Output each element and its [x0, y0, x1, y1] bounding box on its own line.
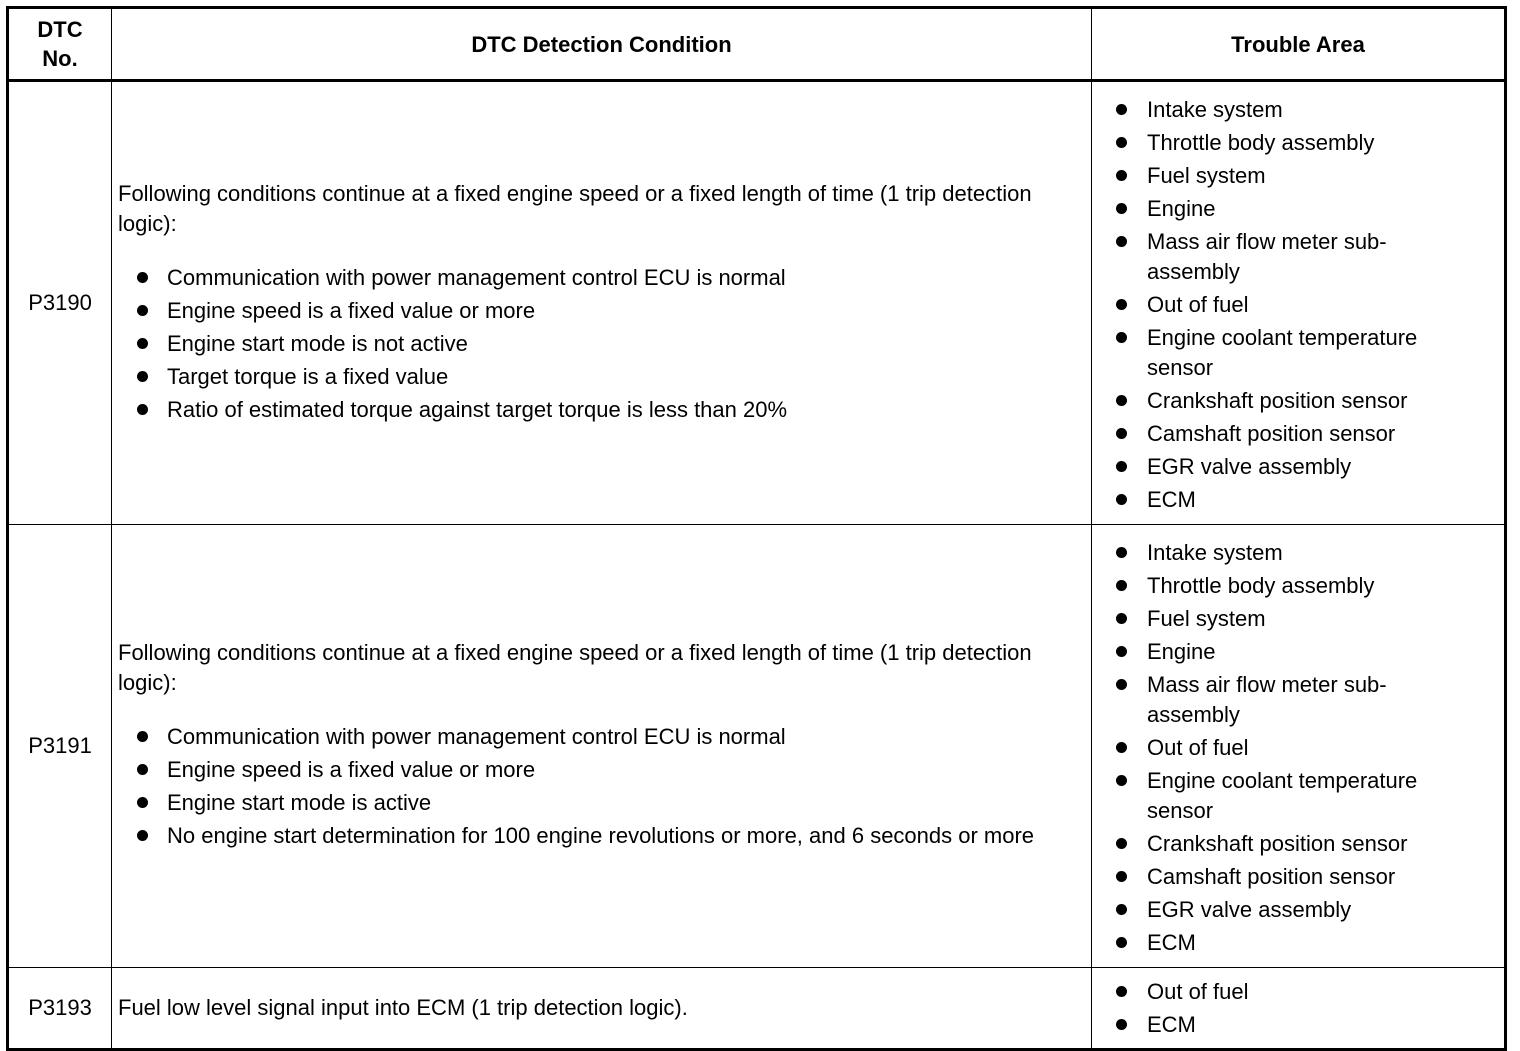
trouble-area-item: Engine coolant temperature sensor	[1092, 323, 1498, 383]
trouble-area-cell	[1092, 81, 1506, 525]
trouble-area-item: ECM	[1092, 1010, 1498, 1040]
trouble-area-list	[1092, 538, 1498, 958]
condition-item: Engine speed is a fixed value or more	[118, 755, 1085, 785]
table-row	[8, 968, 1506, 1050]
header-dtc-no: DTC No.	[8, 8, 112, 81]
table-row	[8, 81, 1506, 525]
header-row	[8, 8, 1506, 81]
trouble-area-cell	[1092, 968, 1506, 1050]
trouble-area-item: ECM	[1092, 485, 1498, 515]
trouble-area-item: Crankshaft position sensor	[1092, 386, 1498, 416]
trouble-area-item: Engine coolant temperature sensor	[1092, 766, 1498, 826]
trouble-area-item: ECM	[1092, 928, 1498, 958]
table-row	[8, 525, 1506, 968]
trouble-area-item: Engine	[1092, 194, 1498, 224]
trouble-area-item: Engine	[1092, 637, 1498, 667]
trouble-area-item: Fuel system	[1092, 604, 1498, 634]
dtc-code: P3191	[8, 525, 112, 968]
condition-item: Ratio of estimated torque against target torque is less than 20%	[118, 395, 1085, 425]
trouble-area-item: Out of fuel	[1092, 290, 1498, 320]
trouble-area-list	[1092, 977, 1498, 1040]
condition-item: Engine start mode is not active	[118, 329, 1085, 359]
trouble-area-cell	[1092, 525, 1506, 968]
trouble-area-item: Out of fuel	[1092, 733, 1498, 763]
trouble-area-item: Out of fuel	[1092, 977, 1498, 1007]
trouble-area-item: Camshaft position sensor	[1092, 862, 1498, 892]
condition-item: Engine start mode is active	[118, 788, 1085, 818]
detection-condition-cell	[112, 525, 1092, 968]
trouble-area-item: Intake system	[1092, 95, 1498, 125]
condition-item: Communication with power management control ECU is normal	[118, 263, 1085, 293]
trouble-area-item: Fuel system	[1092, 161, 1498, 191]
trouble-area-item: Mass air flow meter sub-assembly	[1092, 227, 1498, 287]
dtc-table	[6, 6, 1507, 1051]
dtc-code: P3193	[8, 968, 112, 1050]
trouble-area-item: Throttle body assembly	[1092, 128, 1498, 158]
condition-item: Engine speed is a fixed value or more	[118, 296, 1085, 326]
condition-list	[118, 722, 1085, 851]
trouble-area-item: EGR valve assembly	[1092, 895, 1498, 925]
header-trouble-area: Trouble Area	[1092, 8, 1506, 81]
trouble-area-item: Crankshaft position sensor	[1092, 829, 1498, 859]
trouble-area-item: Camshaft position sensor	[1092, 419, 1498, 449]
trouble-area-item: Throttle body assembly	[1092, 571, 1498, 601]
trouble-area-item: EGR valve assembly	[1092, 452, 1498, 482]
dtc-code: P3190	[8, 81, 112, 525]
condition-list	[118, 263, 1085, 425]
condition-intro: Following conditions continue at a fixed engine speed or a fixed length of time (1 trip detection logic):	[118, 180, 1032, 236]
condition-item: No engine start determination for 100 engine revolutions or more, and 6 seconds or more	[118, 821, 1085, 851]
condition-intro: Following conditions continue at a fixed engine speed or a fixed length of time (1 trip detection logic):	[118, 640, 1032, 695]
trouble-area-list	[1092, 95, 1498, 515]
condition-item: Communication with power management control ECU is normal	[118, 722, 1085, 752]
condition-item: Target torque is a fixed value	[118, 362, 1085, 392]
detection-condition-cell: Fuel low level signal input into ECM (1 trip detection logic).	[112, 968, 1092, 1050]
trouble-area-item: Mass air flow meter sub-assembly	[1092, 670, 1498, 730]
trouble-area-item: Intake system	[1092, 538, 1498, 568]
detection-condition-cell	[112, 81, 1092, 525]
header-detection-condition: DTC Detection Condition	[112, 8, 1092, 81]
